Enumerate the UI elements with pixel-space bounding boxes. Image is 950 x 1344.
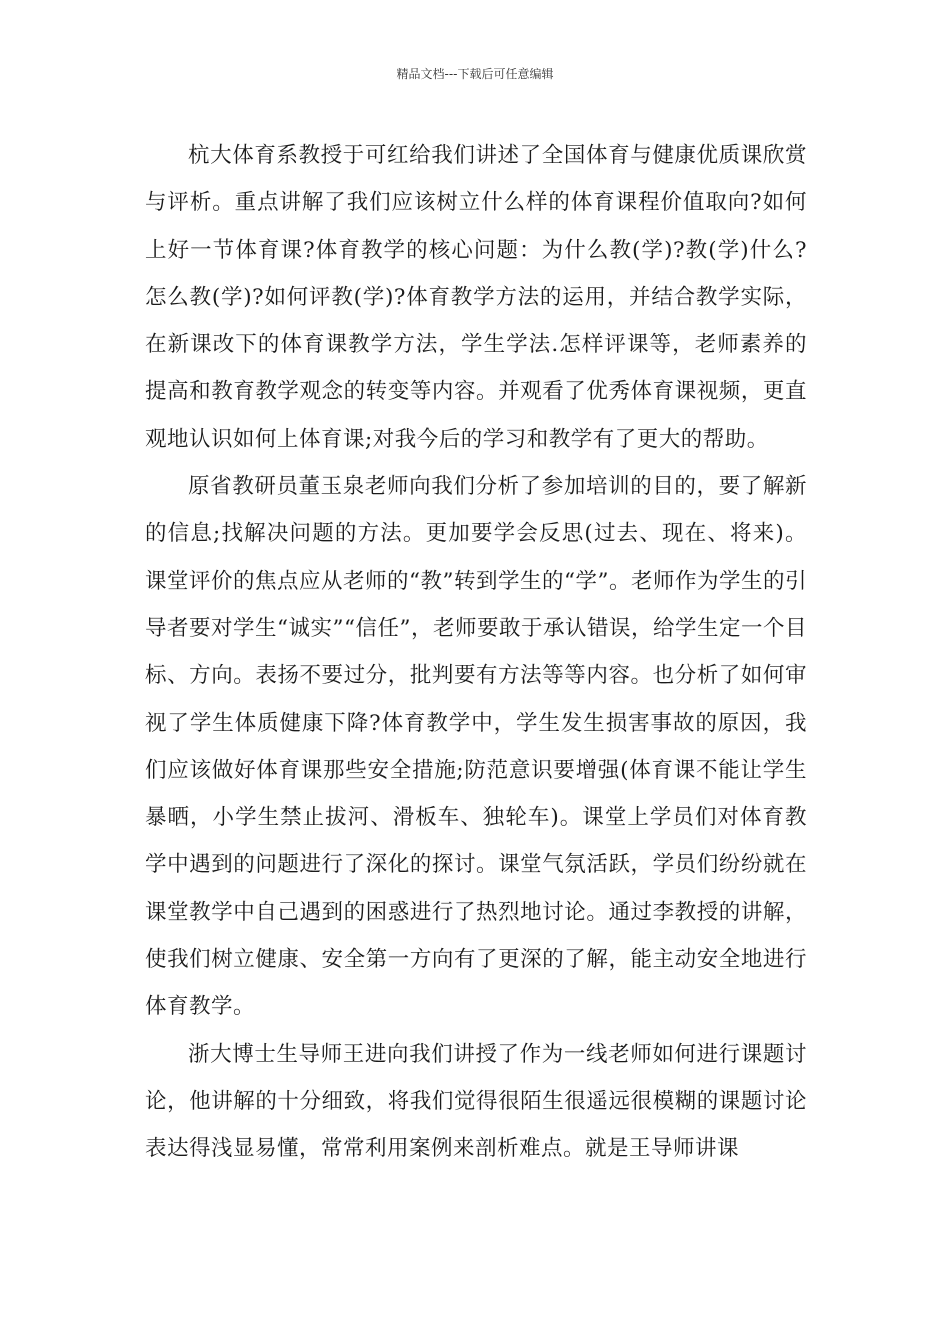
page-header: 精品文档---下载后可任意编辑 xyxy=(396,67,554,81)
paragraph-3: 浙大博士生导师王进向我们讲授了作为一线老师如何进行课题讨论，他讲解的十分细致，将我们觉得很陌生很遥远很模糊的课题讨论表达得浅显易懂，常常利用案例来剖析难点。就是王导师讲课 xyxy=(145,1041,807,1162)
paragraph-1: 杭大体育系教授于可红给我们讲述了全国体育与健康优质课欣赏与评析。重点讲解了我们应该树立什么样的体育课程价值取向?如何上好一节体育课?体育教学的核心问题：为什么教(学)?教(学)什么?怎么教(学)?如何评教(学)?体育教学方法的运用，并结合教学实际，在新课改下的体育课教学方法，学生学法.怎样评课等，老师素养的提高和教育教学观念的转变等内容。并观看了优秀体育课视频，更直观地认识如何上体育课;对我今后的学习和教学有了更大的帮助。 xyxy=(145,143,807,452)
paragraph-2: 原省教研员董玉泉老师向我们分析了参加培训的目的，要了解新的信息;找解决问题的方法。更加要学会反思(过去、现在、将来)。课堂评价的焦点应从老师的“教”转到学生的“学”。老师作为学生的引导者要对学生“诚实”“信任”，老师要敢于承认错误，给学生定一个目标、方向。表扬不要过分，批判要有方法等等内容。也分析了如何审视了学生体质健康下降?体育教学中，学生发生损害事故的原因，我们应该做好体育课那些安全措施;防范意识要增强(体育课不能让学生暴晒，小学生禁止拔河、滑板车、独轮车)。课堂上学员们对体育教学中遇到的问题进行了深化的探讨。课堂气氛活跃，学员们纷纷就在课堂教学中自己遇到的困惑进行了热烈地讨论。通过李教授的讲解，使我们树立健康、安全第一方向有了更深的了解，能主动安全地进行体育教学。 xyxy=(145,474,807,1020)
document-body xyxy=(145,132,807,1173)
